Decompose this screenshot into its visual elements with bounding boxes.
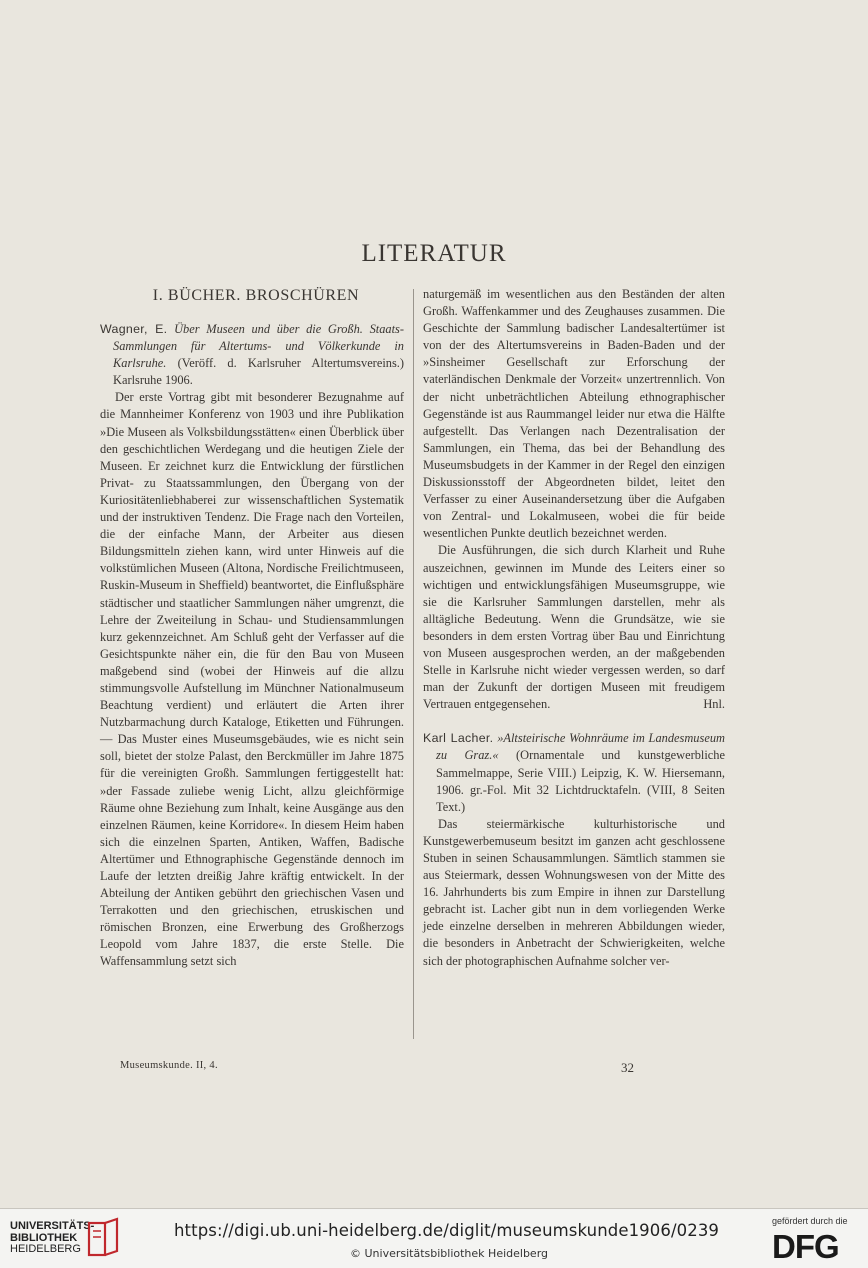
viewer-footer-bar <box>0 1208 868 1268</box>
paragraph-text: Die Ausführungen, die sich durch Klarheit und Ruhe auszeichnen, gewinnen im Munde des Leiters einer so wichtigen und entwicklungsfähigen Museumsgruppe, wie sie die Karlsruher Sammlungen darstellen, mehr als alltägliche Bedeutung. Wenn die Grundsätze, wie sie besonders in dem ersten Vortrag über Bau und Einrichtung von Museen ausgesprochen werden, an der maßgebenden Stelle in Karlsruhe nicht wieder vergessen werden, so darf man der Zukunft der dortigen Museen mit freudigem Vertrauen entgegensehen. <box>423 543 725 712</box>
library-name-line: HEIDELBERG <box>10 1243 81 1255</box>
review-paragraph: Der erste Vortrag gibt mit besonderer Bezugnahme auf die Mannheimer Konferenz von 1903 und ihre Publikation »Die Museen als Volksbildungsstätten« einen Überblick über den geschichtlichen Werdegang und die heutigen Ziele der Museen. Er zeichnet kurz die Entwicklung der fürstlichen Privat- zu Staatssammlungen, den Übergang von der Kuriositätenliebhaberei zur wissenschaftlichen Systematik und der instruktiven Tendenz. Die Frage nach den Vorteilen, die der einfache Mann, der Arbeiter aus diesen Bildungsmitteln ziehen kann, wird unter Hinweis auf die volkstümlichen Museen (Altona, Nordische Freilichtmuseen, Ruskin-Museum in Sheffield) beantwortet, die Einflußsphäre städtischer und staatlicher Sammlungen näher umgrenzt, die Lehre der Zweiteilung in Schau- und Studiensammlungen kurz gekennzeichnet. Am Schluß geht der Verfasser auf die Gesichtspunkte näher ein, die für den Bau von Museen maßgebend sind (wobei der Hinweis auf die allzu stimmungsvolle Aufstellung im Münchner Nationalmuseum Beachtung verdient) und erläutert die Arten ihrer Nutzbarmachung durch Kataloge, Etiketten und Führungen. — Das Muster eines Museumsgebäudes, wie es nicht sein soll, bietet der stolze Palast, den Berckmüller im Jahre 1875 für die vereinigten Großh. Sammlungen fertiggestellt hat: »der Fassade zuliebe wenig Licht, allzu gleichförmige Räume ohne Beziehung zum Inhalt, keine Ausgänge aus den einzelnen Räumen, keine Korridore«. In diesem Heim haben sich die einzelnen Sparten, Antiken, Waffen, Badische Altertümer und Ethnographische Gegenstände dennoch im Laufe der letzten dreißig Jahre kräftig entwickelt. In der Abteilung der Antiken gebührt den griechischen Vasen und Terrakotten und den griechischen, etruskischen und römischen Bronzen, eine Erwerbung des Großherzogs Leopold vom Jahre 1837, die erste Stelle. Die Waffensammlung setzt sich <box>100 390 404 969</box>
library-name-line: UNIVERSITÄTS- <box>10 1220 95 1232</box>
review-paragraph: naturgemäß im wesentlichen aus den Beständen der alten Großh. Waffenkammer und des Zeughauses zusammen. Die Geschichte der Sammlung badischer Landesaltertümer ist von der des Altertumsvereins in Baden-Baden und der »Sinsheimer Gesellschaft zur Erforschung der vaterländischen Denkmale der Vorzeit« unzertrennlich. Von der nicht unbeträchtlichen Abteilung ethnographischer Gegenstände ist aus Raummangel leider nur etwa die Hälfte aufgestellt. Das Verlangen nach Dezentralisation der Sammlungen, ein Thema, das bei der Behandlung des Museumsbudgets in der Kammer in der Regel den einzigen Diskussionsstoff der Abgeordneten bildet, leitet den Verfasser zu einer Auseinandersetzung über die Aufgaben von Zentral- und Lokalmuseen, wobei die für beide wesentlichen Punkte deutlich bezeichnet werden. <box>423 287 725 541</box>
entry-author: Wagner, E. <box>100 322 168 336</box>
bibliography-entry-lacher <box>423 730 725 815</box>
review-paragraph: Das steiermärkische kulturhistorische und Kunstgewerbemuseum besitzt im ganzen acht geschlossene Stuben in seinen Schausammlungen. Sämtlich stammen sie aus Steiermark, dessen Wohnungswesen von der Mitte des 16. Jahrhunderts bis zum Empire in ihnen zur Darstellung gebracht ist. Lacher gibt nun in dem vorliegenden Werke jede einzelne derselben in mehreren Abbildungen wieder, die besonders in Anbetracht der Schwierigkeiten, welche sich der photographischen Aufnahme solcher ver- <box>423 816 725 968</box>
review-paragraph <box>423 542 725 713</box>
permalink-url[interactable]: https://digi.ub.uni-heidelberg.de/diglit/museumskunde1906/0239 <box>174 1221 720 1240</box>
section-title: I. BÜCHER. BROSCHÜREN <box>152 287 360 304</box>
entry-title: »Altsteirische Wohnräume im Landesmuseum zu Graz.« <box>436 731 725 763</box>
entry-title: Über Museen und über die Großh. Staats-Sammlungen für Altertums- und Völkerkunde in Karlsruhe. <box>113 322 404 371</box>
page-number: 32 <box>621 1060 634 1075</box>
library-logo[interactable] <box>10 1221 94 1256</box>
journal-reference: Museumskunde. II, 4. <box>120 1060 218 1071</box>
right-column <box>423 286 725 970</box>
bibliography-entry-wagner <box>100 321 404 389</box>
entry-info: (Veröff. d. Karlsruher Altertumsvereins.) Karlsruhe 1906. <box>113 356 404 388</box>
page-heading: LITERATUR <box>361 240 507 267</box>
entry-info: (Ornamentale und kunstgewerbliche Sammelmappe, Serie VIII.) Leipzig, K. W. Hiersemann, 1906. gr.-Fol. Mit 32 Lichtdrucktafeln. (VIII, 8 Seiten Text.) <box>436 748 725 814</box>
funding-caption: gefördert durch die <box>772 1216 848 1226</box>
copyright-notice: © Universitätsbibliothek Heidelberg <box>350 1247 549 1260</box>
dfg-logo[interactable]: DFG <box>772 1228 839 1265</box>
library-emblem-icon <box>86 1217 120 1259</box>
left-column <box>100 286 404 971</box>
library-name-line: BIBLIOTHEK <box>10 1231 78 1244</box>
column-divider <box>413 289 414 1039</box>
reviewer-signature: Hnl. <box>703 697 725 712</box>
entry-author: Karl Lacher. <box>423 731 494 746</box>
